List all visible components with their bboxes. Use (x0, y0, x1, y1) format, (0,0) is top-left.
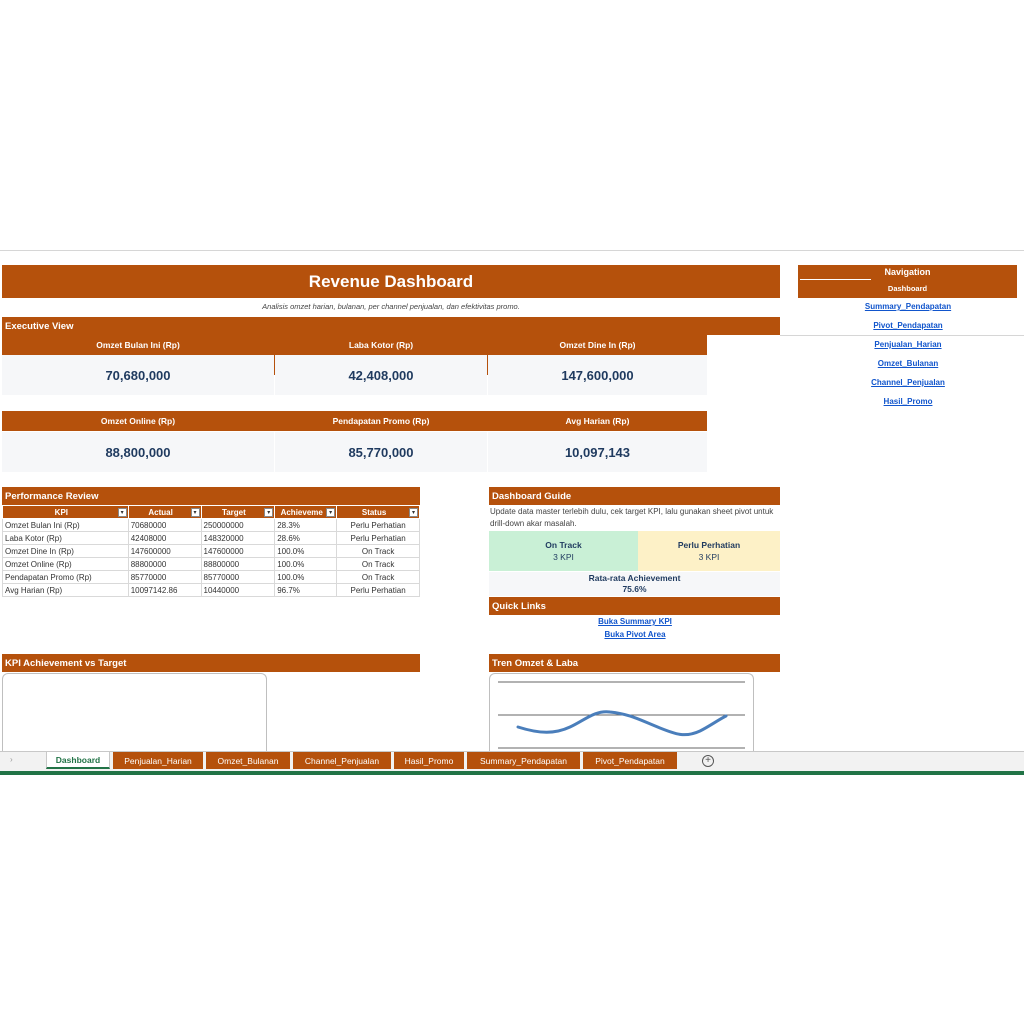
navigation-divider (800, 279, 871, 280)
column-header-achievement[interactable] (275, 506, 337, 519)
filter-dropdown-icon[interactable]: ▾ (118, 508, 127, 517)
dashboard-title (2, 265, 780, 298)
tab-penjualan-harian[interactable]: Penjualan_Harian (113, 752, 203, 769)
cell-status[interactable]: Perlu Perhatian (337, 532, 420, 545)
plus-circle-icon[interactable]: + (702, 755, 714, 767)
cell-status[interactable]: Perlu Perhatian (337, 519, 420, 532)
kpi-label: Laba Kotor (Rp) (275, 335, 487, 355)
kpi-value: 147,600,000 (488, 355, 707, 395)
column-header-actual[interactable] (128, 506, 201, 519)
kpi-divider (274, 411, 275, 431)
cell-target[interactable]: 147600000 (201, 545, 275, 558)
cell-target[interactable]: 10440000 (201, 584, 275, 597)
section-guide-label: Dashboard Guide (492, 490, 572, 502)
kpi-divider (487, 335, 488, 375)
cell-kpi[interactable]: Pendapatan Promo (Rp) (3, 571, 129, 584)
trend-chart[interactable] (489, 673, 754, 751)
kpi-label: Omzet Bulan Ini (Rp) (2, 335, 274, 355)
cell-kpi[interactable]: Omzet Bulan Ini (Rp) (3, 519, 129, 532)
filter-dropdown-icon[interactable]: ▾ (409, 508, 418, 517)
section-trend-chart-label: Tren Omzet & Laba (492, 657, 579, 669)
nav-link-channel-penjualan[interactable]: Channel_Penjualan (871, 378, 945, 387)
nav-link-pivot-pendapatan[interactable]: Pivot_Pendapatan (873, 321, 943, 330)
navigation-panel (798, 265, 1017, 298)
table-row (3, 532, 420, 545)
kpi-label: Pendapatan Promo (Rp) (275, 411, 487, 431)
table-header-row (3, 506, 420, 519)
section-quick-links (489, 597, 780, 615)
nav-link-summary-pendapatan[interactable]: Summary_Pendapatan (864, 302, 952, 311)
table-row (3, 545, 420, 558)
section-performance-label: Performance Review (5, 490, 99, 502)
on-track-label: On Track (545, 540, 582, 550)
section-dashboard-guide (489, 487, 780, 505)
table-row (3, 584, 420, 597)
row-border (780, 335, 1024, 336)
navigation-current[interactable]: Dashboard (887, 284, 928, 293)
filter-dropdown-icon[interactable]: ▾ (326, 508, 335, 517)
section-executive-view (2, 317, 780, 335)
kpi-value: 42,408,000 (275, 355, 487, 395)
cell-kpi[interactable]: Laba Kotor (Rp) (3, 532, 129, 545)
cell-actual[interactable]: 147600000 (128, 545, 201, 558)
kpi-label: Omzet Dine In (Rp) (488, 335, 707, 355)
tab-summary-pendapatan[interactable]: Summary_Pendapatan (467, 752, 580, 769)
section-kpi-chart-label: KPI Achievement vs Target (5, 657, 127, 669)
cell-status[interactable]: On Track (337, 558, 420, 571)
cell-actual[interactable]: 10097142.86 (128, 584, 201, 597)
section-trend-chart (489, 654, 780, 672)
cell-achievement[interactable]: 100.0% (275, 571, 337, 584)
tab-pivot-pendapatan[interactable]: Pivot_Pendapatan (583, 752, 677, 769)
kpi-value: 70,680,000 (2, 355, 274, 395)
chevron-left-icon[interactable]: › (10, 755, 13, 764)
on-track-summary (489, 531, 638, 571)
sheet-tab-bar (0, 751, 1024, 771)
kpi-label: Avg Harian (Rp) (488, 411, 707, 431)
average-achievement (489, 572, 780, 596)
cell-kpi[interactable]: Avg Harian (Rp) (3, 584, 129, 597)
cell-kpi[interactable]: Omzet Online (Rp) (3, 558, 129, 571)
kpi-value: 10,097,143 (488, 432, 707, 472)
average-achievement-value: 75.6% (622, 584, 647, 594)
perlu-perhatian-summary (638, 531, 780, 571)
guide-text: Update data master terlebih dulu, cek target KPI, lalu gunakan sheet pivot untuk drill-down akar masalah. (490, 507, 774, 528)
cell-achievement[interactable]: 100.0% (275, 558, 337, 571)
section-quick-links-label: Quick Links (492, 600, 546, 612)
table-row (3, 571, 420, 584)
kpi-divider (487, 411, 488, 431)
section-performance-review (2, 487, 420, 505)
nav-link-hasil-promo[interactable]: Hasil_Promo (883, 397, 933, 406)
cell-target[interactable]: 250000000 (201, 519, 275, 532)
section-kpi-achievement-chart (2, 654, 420, 672)
kpi-achievement-chart[interactable] (2, 673, 267, 751)
tab-channel-penjualan[interactable]: Channel_Penjualan (293, 752, 391, 769)
kpi-divider (274, 335, 275, 375)
perlu-perhatian-value: 3 KPI (698, 552, 720, 562)
column-header-label: Status (361, 507, 387, 517)
trend-chart-plot (490, 674, 753, 752)
cell-actual[interactable]: 42408000 (128, 532, 201, 545)
cell-target[interactable]: 88800000 (201, 558, 275, 571)
filter-dropdown-icon[interactable]: ▾ (264, 508, 273, 517)
cell-achievement[interactable]: 28.6% (275, 532, 337, 545)
perlu-perhatian-label: Perlu Perhatian (677, 540, 741, 550)
column-header-label: KPI (54, 507, 69, 517)
on-track-value: 3 KPI (553, 552, 574, 562)
navigation-title: Navigation (884, 267, 931, 277)
cell-achievement[interactable]: 100.0% (275, 545, 337, 558)
column-header-status[interactable] (337, 506, 420, 519)
cell-actual[interactable]: 88800000 (128, 558, 201, 571)
link-summary-kpi[interactable]: Buka Summary KPI (598, 617, 672, 626)
cell-target[interactable]: 85770000 (201, 571, 275, 584)
column-header-label: Actual (148, 507, 173, 517)
cell-actual[interactable]: 70680000 (128, 519, 201, 532)
kpi-label: Omzet Online (Rp) (2, 411, 274, 431)
cell-status[interactable]: On Track (337, 545, 420, 558)
cell-status[interactable]: On Track (337, 571, 420, 584)
cell-achievement[interactable]: 96.7% (275, 584, 337, 597)
spreadsheet-area (0, 250, 1024, 775)
column-header-target[interactable] (201, 506, 275, 519)
column-header-label: Achieveme (280, 507, 323, 517)
cell-kpi[interactable]: Omzet Dine In (Rp) (3, 545, 129, 558)
column-header-kpi[interactable] (3, 506, 129, 519)
cell-actual[interactable]: 85770000 (128, 571, 201, 584)
cell-status[interactable]: Perlu Perhatian (337, 584, 420, 597)
tab-hasil-promo[interactable]: Hasil_Promo (394, 752, 464, 769)
kpi-value: 88,800,000 (2, 432, 274, 472)
nav-link-penjualan-harian[interactable]: Penjualan_Harian (874, 340, 942, 349)
link-pivot-area[interactable]: Buka Pivot Area (604, 630, 666, 639)
status-bar-accent (0, 771, 1024, 775)
performance-table (2, 505, 420, 597)
tab-omzet-bulanan[interactable]: Omzet_Bulanan (206, 752, 290, 769)
cell-target[interactable]: 148320000 (201, 532, 275, 545)
table-row (3, 519, 420, 532)
dashboard-subtitle: Analisis omzet harian, bulanan, per channel penjualan, dan efektivitas promo. (262, 302, 520, 311)
average-achievement-label: Rata-rata Achievement (588, 573, 681, 583)
dashboard-title-text: Revenue Dashboard (308, 271, 474, 291)
cell-achievement[interactable]: 28.3% (275, 519, 337, 532)
filter-dropdown-icon[interactable]: ▾ (191, 508, 200, 517)
nav-link-omzet-bulanan[interactable]: Omzet_Bulanan (877, 359, 939, 368)
column-header-label: Target (221, 507, 246, 517)
tab-dashboard[interactable]: Dashboard (46, 752, 110, 769)
kpi-value: 85,770,000 (275, 432, 487, 472)
section-executive-label: Executive View (5, 320, 74, 332)
table-row (3, 558, 420, 571)
